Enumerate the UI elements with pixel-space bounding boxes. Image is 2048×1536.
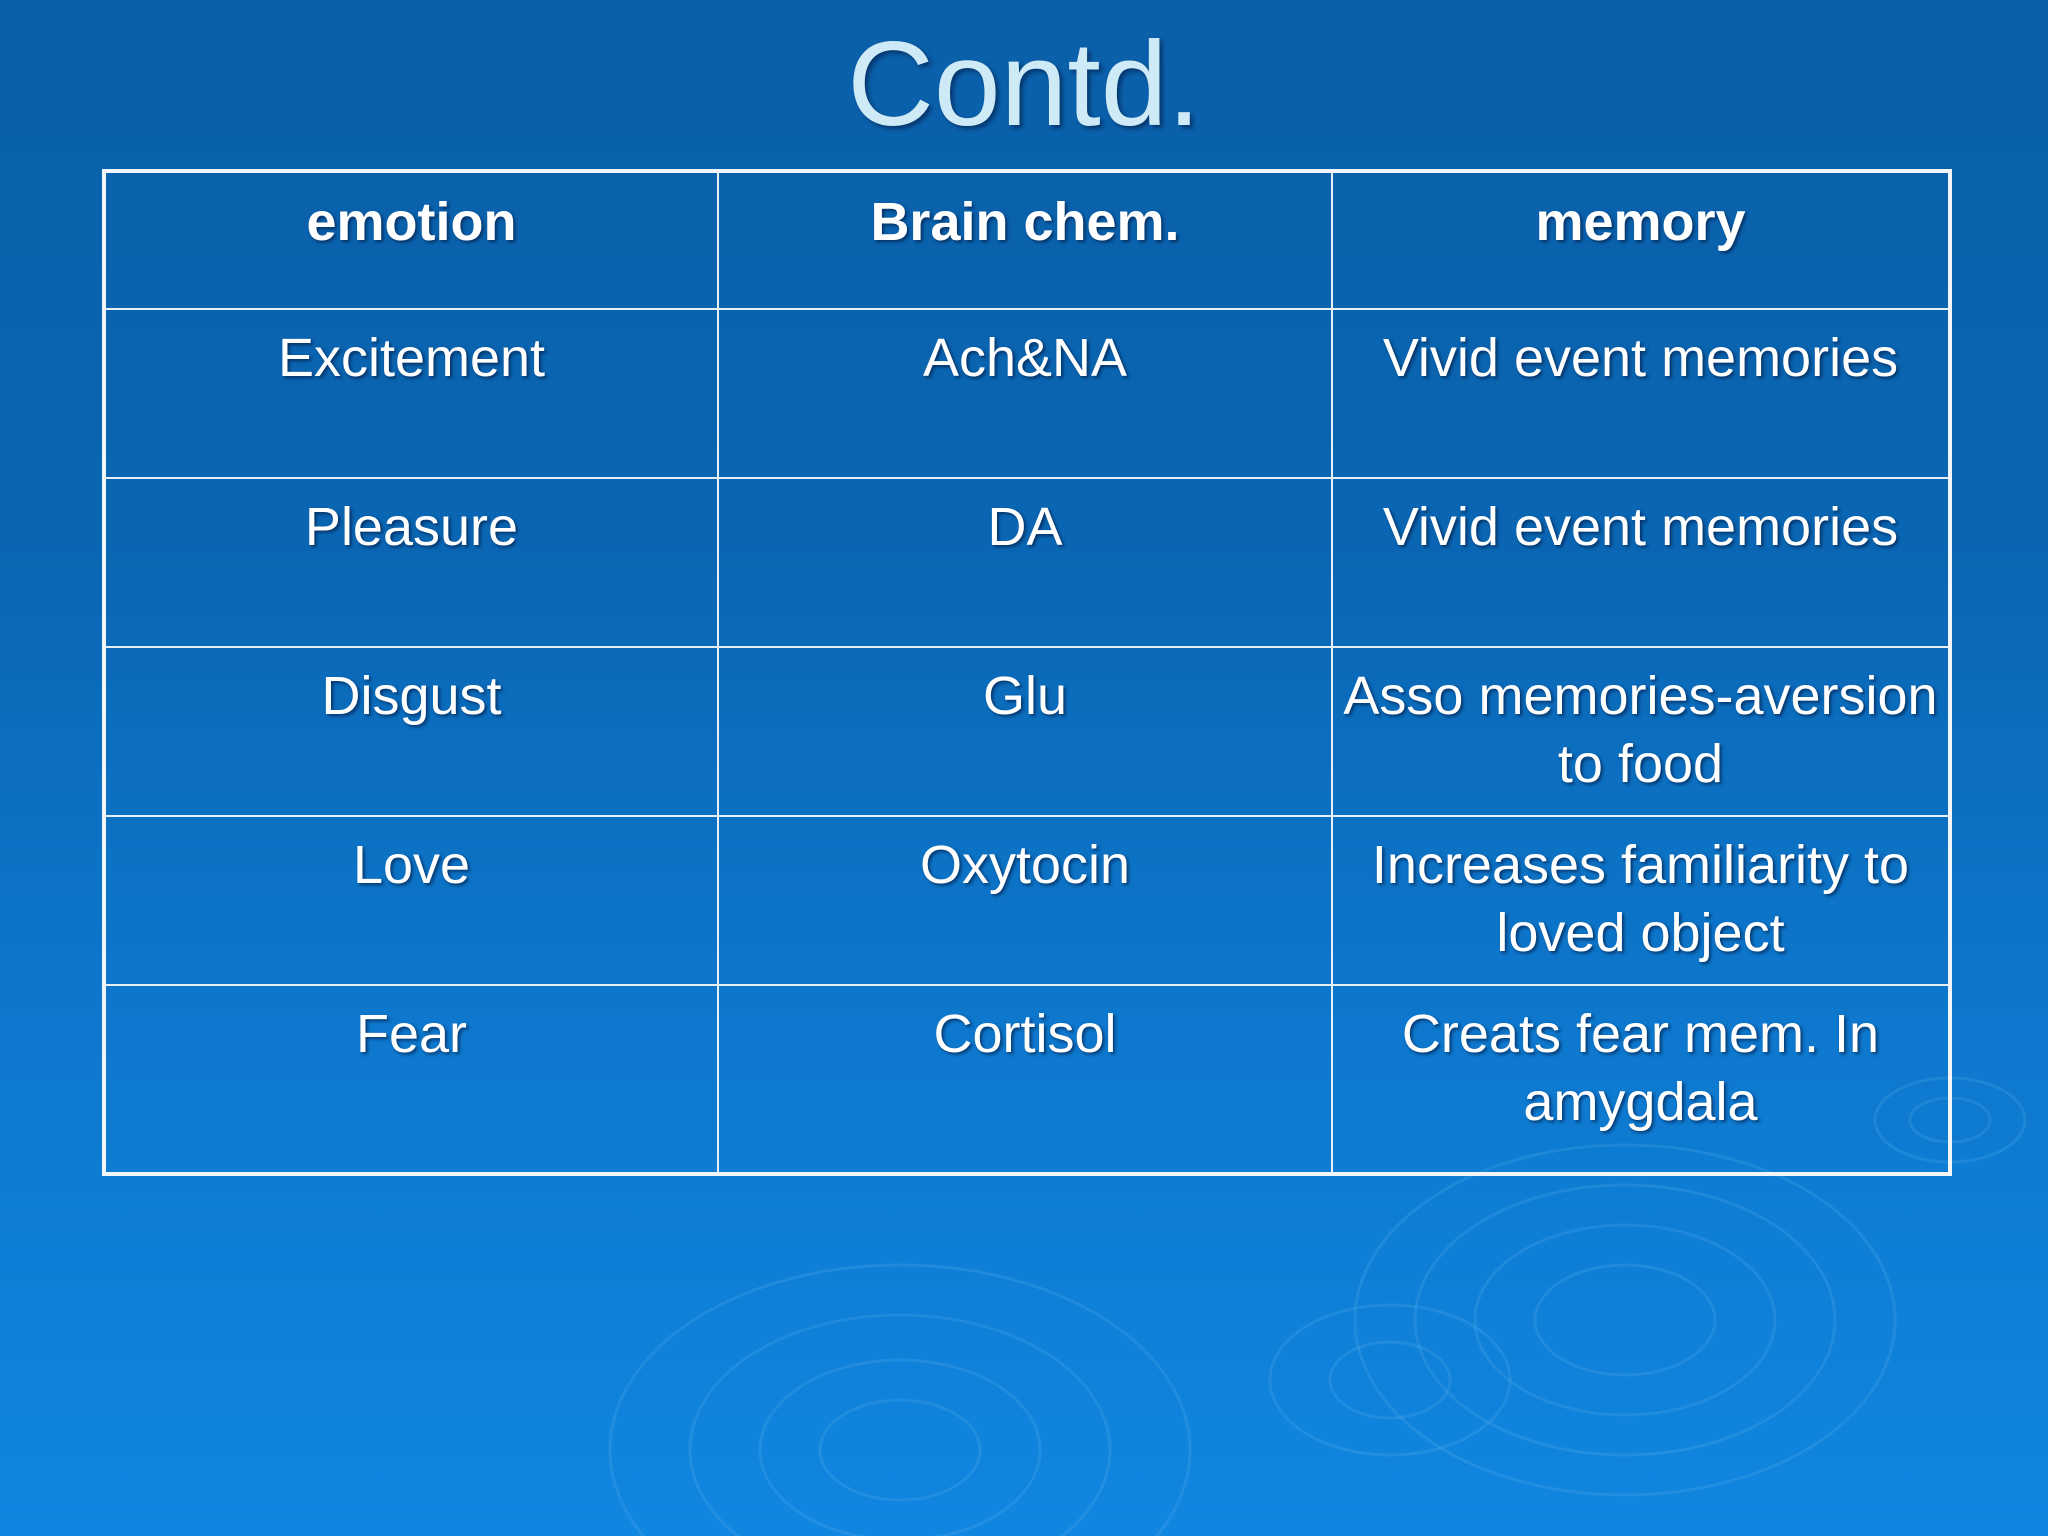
cell-memory: Vivid event memories <box>1332 309 1950 478</box>
cell-emotion: Excitement <box>104 309 718 478</box>
header-memory: memory <box>1332 171 1950 309</box>
cell-brain-chem: Ach&NA <box>718 309 1332 478</box>
cell-brain-chem: Cortisol <box>718 985 1332 1174</box>
emotion-memory-table <box>102 169 1952 1176</box>
table-row <box>104 985 1950 1174</box>
cell-memory: Increases familiarity to loved object <box>1332 816 1950 985</box>
cell-memory: Vivid event memories <box>1332 478 1950 647</box>
cell-emotion: Disgust <box>104 647 718 816</box>
cell-brain-chem: Oxytocin <box>718 816 1332 985</box>
slide-title: Contd. <box>847 17 1201 151</box>
cell-brain-chem: Glu <box>718 647 1332 816</box>
table-row <box>104 309 1950 478</box>
table-header-row <box>104 171 1950 309</box>
cell-emotion: Pleasure <box>104 478 718 647</box>
table-row <box>104 647 1950 816</box>
table-row <box>104 478 1950 647</box>
cell-emotion: Fear <box>104 985 718 1174</box>
cell-memory: Creats fear mem. In amygdala <box>1332 985 1950 1174</box>
table-row <box>104 816 1950 985</box>
header-brain-chem: Brain chem. <box>718 171 1332 309</box>
cell-emotion: Love <box>104 816 718 985</box>
header-emotion: emotion <box>104 171 718 309</box>
cell-brain-chem: DA <box>718 478 1332 647</box>
cell-memory: Asso memories-aversion to food <box>1332 647 1950 816</box>
